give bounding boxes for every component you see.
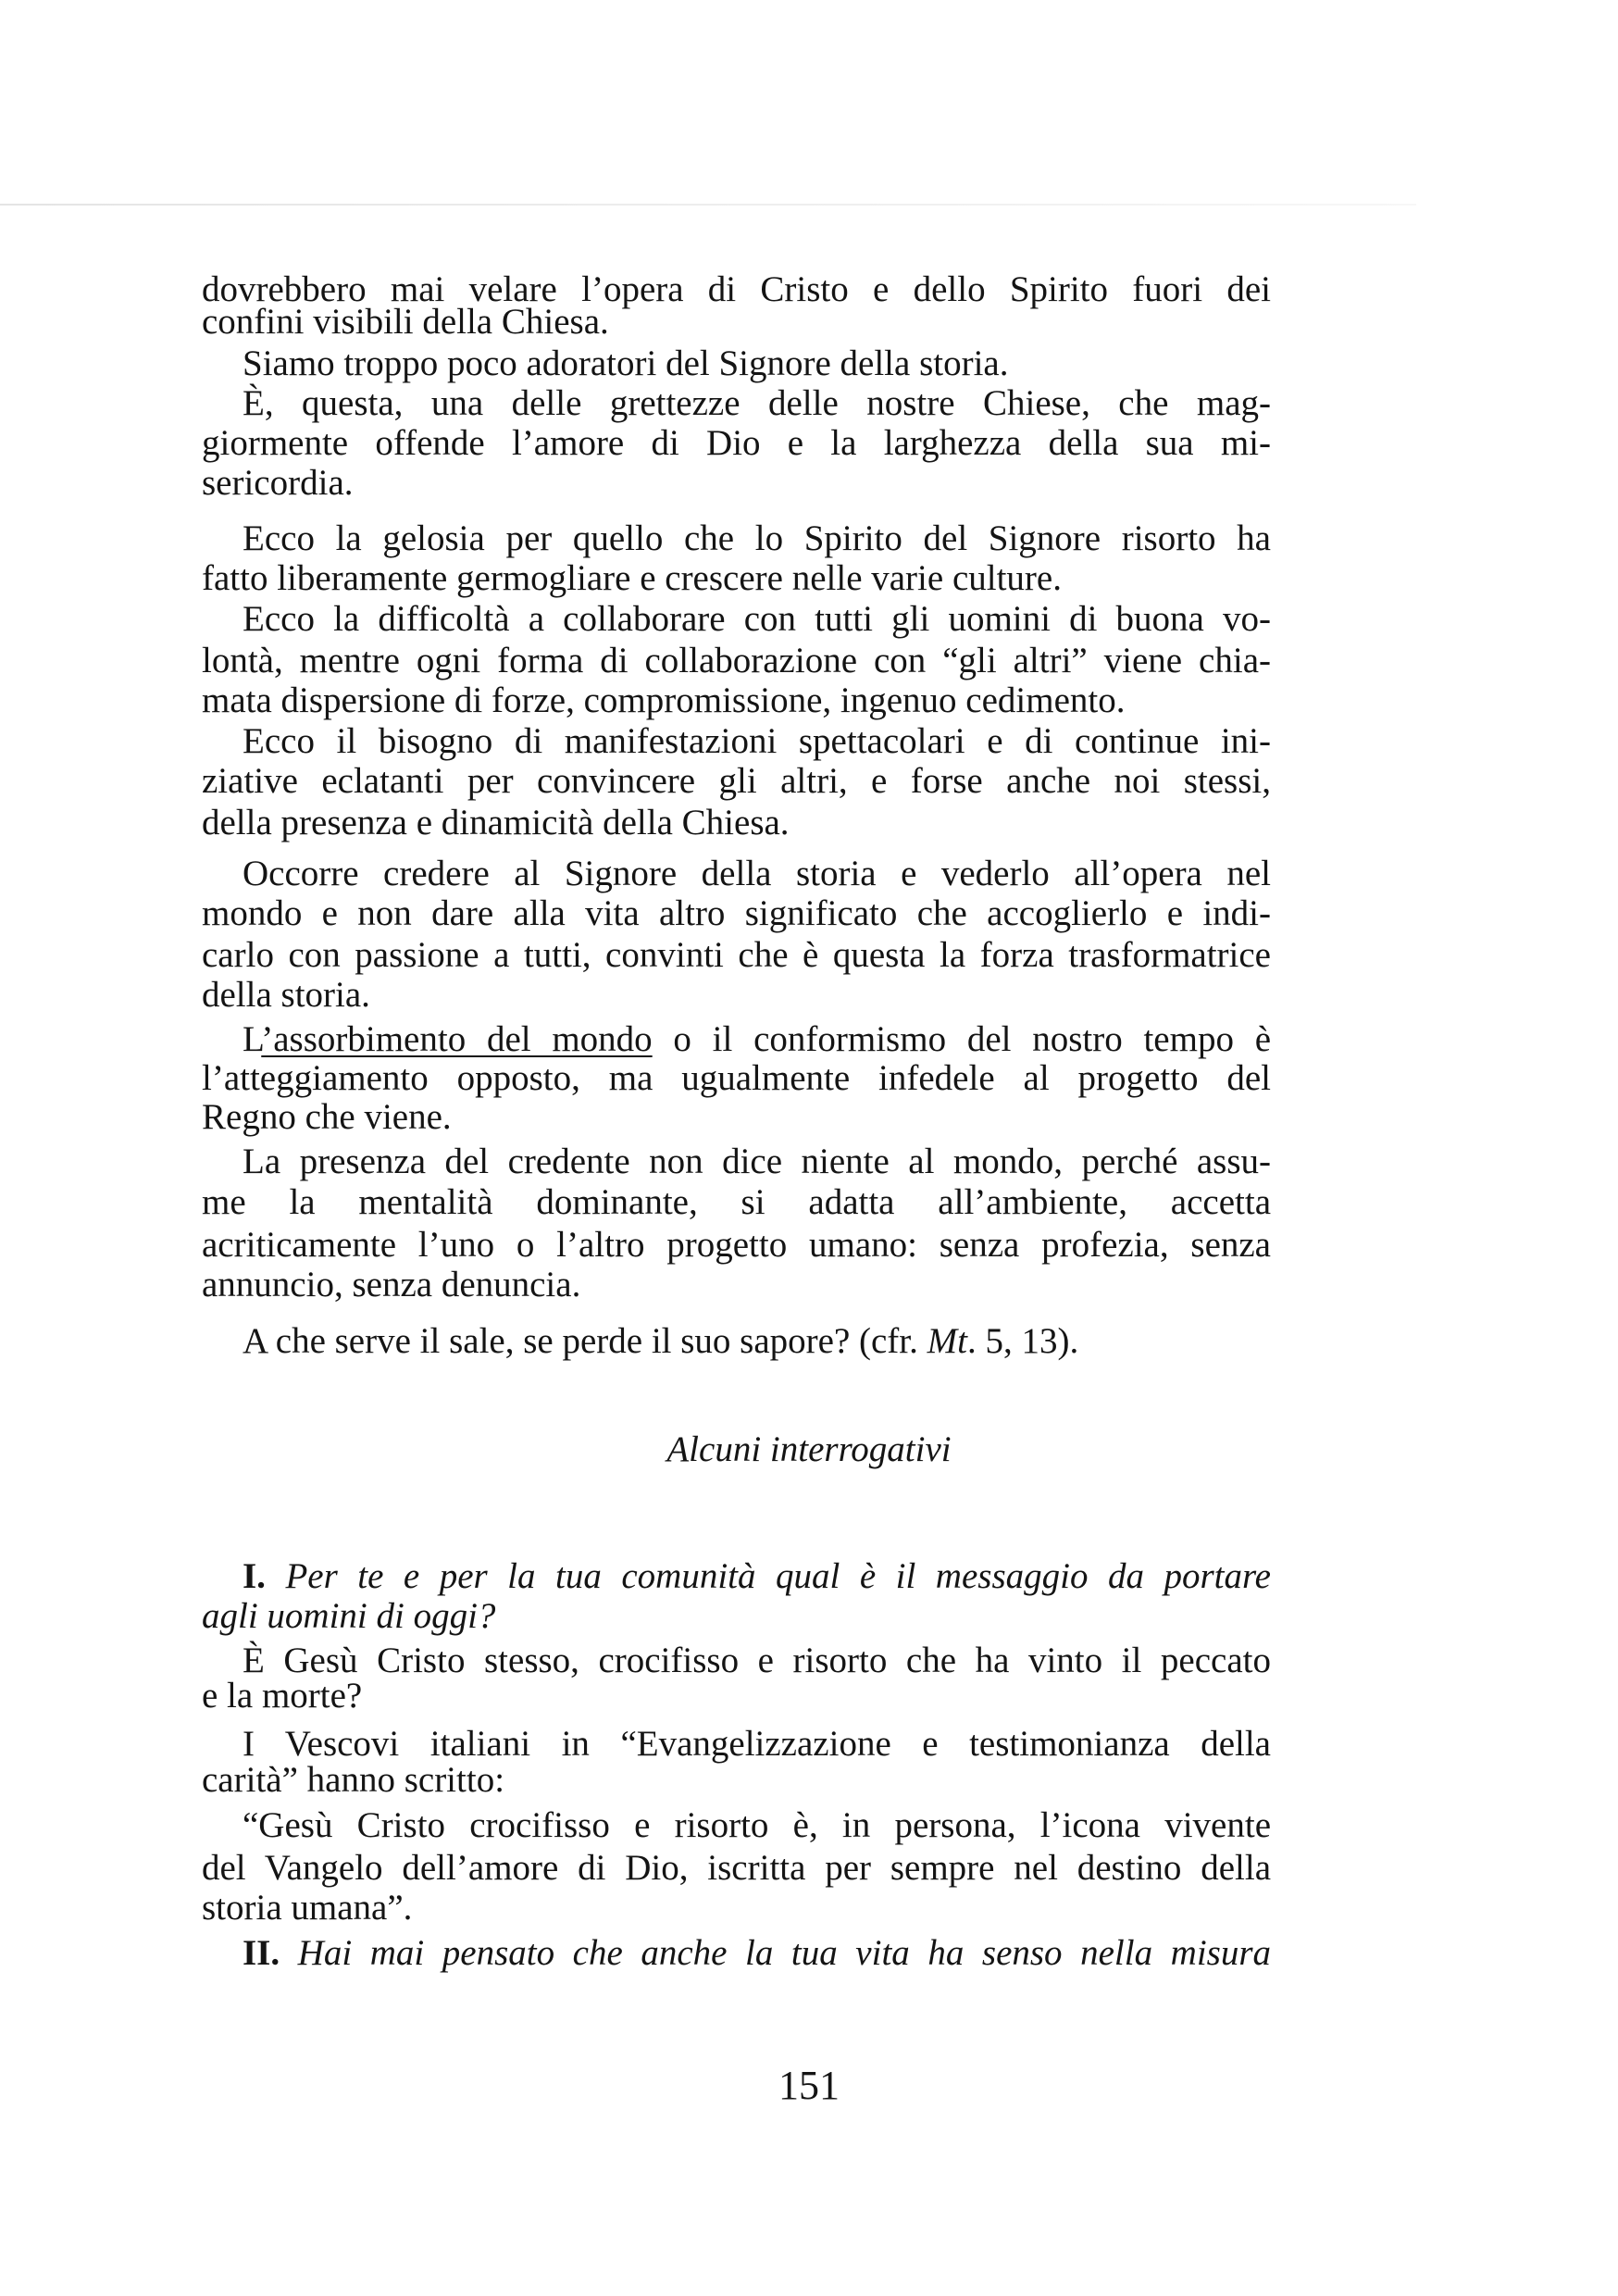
- text-line: confini visibili della Chiesa.: [202, 302, 609, 342]
- text-line-citation: [243, 1321, 1271, 1362]
- text-line: della presenza e dinamicità della Chiesa.: [202, 803, 790, 842]
- line-prefix: L: [243, 1019, 262, 1059]
- text-line: Occorre credere al Signore della storia e vederlo all’opera nel: [243, 854, 1271, 893]
- answer-line: “Gesù Cristo crocifisso e risorto è, in persona, l’icona vivente: [243, 1805, 1271, 1845]
- question-numeral: I.: [243, 1556, 266, 1596]
- text-line: Regno che viene.: [202, 1097, 452, 1137]
- answer-line: carità” hanno scritto:: [202, 1760, 505, 1800]
- text-line: Ecco la difficoltà a collaborare con tutti gli uomini di buona vo-: [243, 599, 1271, 639]
- answer-line: storia umana”.: [202, 1888, 413, 1928]
- underlined-phrase: ’assorbimento del mondo: [261, 1019, 653, 1059]
- text-line: Siamo troppo poco adoratori del Signore della storia.: [243, 343, 1009, 383]
- text-line: l’atteggiamento opposto, ma ugualmente infedele al progetto del: [202, 1058, 1271, 1098]
- page-number: 151: [778, 2063, 840, 2108]
- text-line: Ecco la gelosia per quello che lo Spirito del Signore risorto ha: [243, 518, 1271, 558]
- text-line: fatto liberamente germogliare e crescere nelle varie culture.: [202, 558, 1062, 598]
- text-line: mondo e non dare alla vita altro significato che accoglierlo e indi-: [202, 893, 1271, 933]
- question-text: Hai mai pensato che anche la tua vita ha senso nella misura: [297, 1933, 1272, 1973]
- text-line: acriticamente l’uno o l’altro progetto umano: senza profezia, senza: [202, 1225, 1271, 1265]
- text-line: ziative eclatanti per convincere gli altri, e forse anche noi stessi,: [202, 761, 1271, 801]
- citation-rest: . 5, 13).: [966, 1321, 1079, 1361]
- question-numeral: II.: [243, 1933, 280, 1973]
- citation-text: A che serve il sale, se perde il suo sapore? (cfr.: [243, 1321, 927, 1361]
- text-line: Ecco il bisogno di manifestazioni spettacolari e di continue ini-: [243, 721, 1271, 761]
- line-rest: o il conformismo del nostro tempo è: [652, 1019, 1272, 1059]
- answer-line: del Vangelo dell’amore di Dio, iscritta per sempre nel destino della: [202, 1848, 1271, 1888]
- text-line: È, questa, una delle grettezze delle nostre Chiese, che mag-: [243, 383, 1271, 423]
- question-text: Per te e per la tua comunità qual è il messaggio da portare: [285, 1556, 1271, 1596]
- text-line-underlined: [243, 1019, 1271, 1060]
- text-line: mata dispersione di forze, compromissione, ingenuo cedimento.: [202, 680, 1126, 720]
- answer-line: I Vescovi italiani in “Evangelizzazione e testimonianza della: [243, 1724, 1271, 1764]
- answer-line: e la morte?: [202, 1676, 363, 1716]
- text-line: annuncio, senza denuncia.: [202, 1265, 581, 1304]
- citation-book: Mt: [927, 1321, 967, 1361]
- text-line: lontà, mentre ogni forma di collaborazione con “gli altri” viene chia-: [202, 641, 1271, 680]
- text-line: della storia.: [202, 975, 370, 1015]
- text-line: sericordia.: [202, 463, 354, 503]
- text-line: carlo con passione a tutti, convinti che è questa la forza trasformatrice: [202, 935, 1271, 975]
- question-1-line: [243, 1556, 1271, 1597]
- section-heading: Alcuni interrogativi: [666, 1429, 952, 1469]
- scan-edge-line: [0, 204, 1416, 206]
- text-line: me la mentalità dominante, si adatta all’ambiente, accetta: [202, 1182, 1271, 1222]
- question-2-line: [243, 1933, 1271, 1974]
- answer-line: È Gesù Cristo stesso, crocifisso e risorto che ha vinto il peccato: [243, 1641, 1271, 1680]
- text-line: La presenza del credente non dice niente al mondo, perché assu-: [243, 1142, 1271, 1181]
- question-1-line: agli uomini di oggi?: [202, 1596, 496, 1636]
- text-line: giormente offende l’amore di Dio e la larghezza della sua mi-: [202, 423, 1271, 463]
- text-line: dovrebbero mai velare l’opera di Cristo e dello Spirito fuori dei: [202, 269, 1271, 309]
